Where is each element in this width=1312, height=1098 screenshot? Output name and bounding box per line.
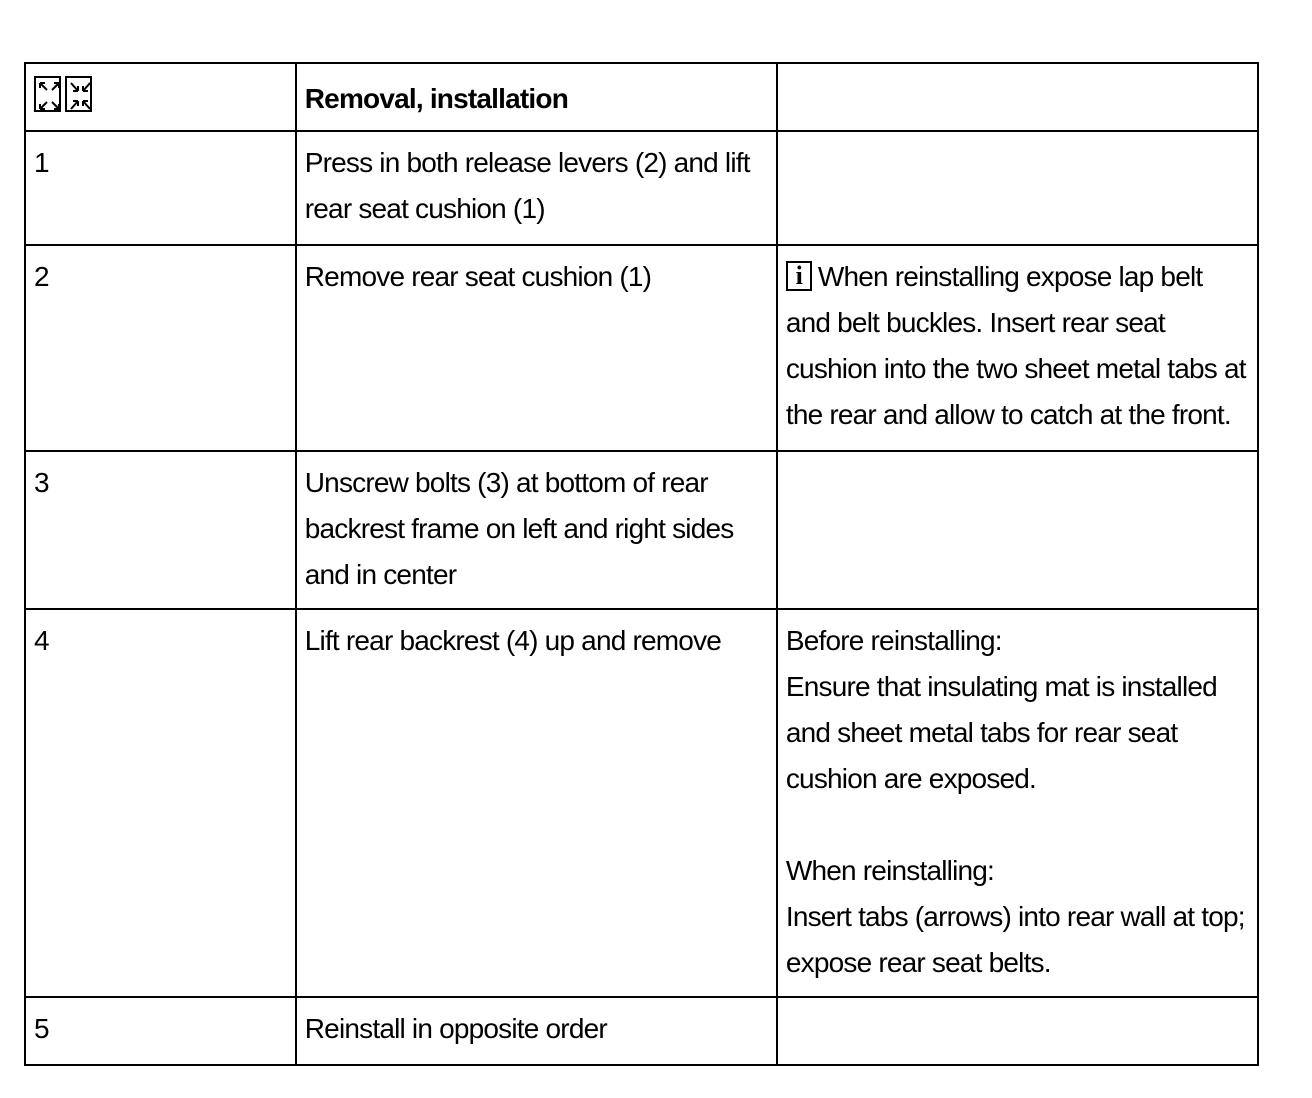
table-row — [25, 609, 1258, 997]
table-row — [25, 997, 1258, 1065]
step-note — [777, 451, 1258, 609]
step-action: Unscrew bolts (3) at bottom of rear backrest frame on left and right sides and in center — [296, 451, 777, 609]
procedure-table — [24, 62, 1259, 1066]
step-number: 4 — [25, 609, 296, 997]
step-action: Press in both release levers (2) and lift rear seat cushion (1) — [296, 131, 777, 245]
step-note — [777, 997, 1258, 1065]
step-number: 1 — [25, 131, 296, 245]
step-action: Reinstall in opposite order — [296, 997, 777, 1065]
note-text-before: Ensure that insulating mat is installed and sheet metal tabs for rear seat cushion are exposed. — [785, 671, 1217, 794]
header-note — [777, 63, 1258, 131]
collapse-arrows-icon — [65, 76, 92, 112]
step-action: Lift rear backrest (4) up and remove — [296, 609, 777, 997]
info-icon: i — [786, 261, 812, 291]
table-row — [25, 245, 1258, 451]
step-number: 3 — [25, 451, 296, 609]
step-number: 5 — [25, 997, 296, 1065]
step-note — [777, 609, 1258, 997]
step-note-text: When reinstalling expose lap belt and belt buckles. Insert rear seat cushion into the two sheet metal tabs at the rear and allow to catch at the front. — [785, 261, 1246, 430]
header-icons-cell — [25, 63, 296, 131]
note-text-when: Insert tabs (arrows) into rear wall at top; expose rear seat belts. — [785, 901, 1245, 978]
note-spacer — [786, 802, 1249, 848]
note-heading-before: Before reinstalling: — [785, 625, 1002, 656]
expand-arrows-icon — [34, 76, 61, 112]
note-heading-when: When reinstalling: — [785, 855, 995, 886]
table-row — [25, 131, 1258, 245]
step-number: 2 — [25, 245, 296, 451]
header-row — [25, 63, 1258, 131]
step-action: Remove rear seat cushion (1) — [296, 245, 777, 451]
step-note — [777, 245, 1258, 451]
step-note — [777, 131, 1258, 245]
table-row — [25, 451, 1258, 609]
header-title: Removal, installation — [296, 63, 777, 131]
